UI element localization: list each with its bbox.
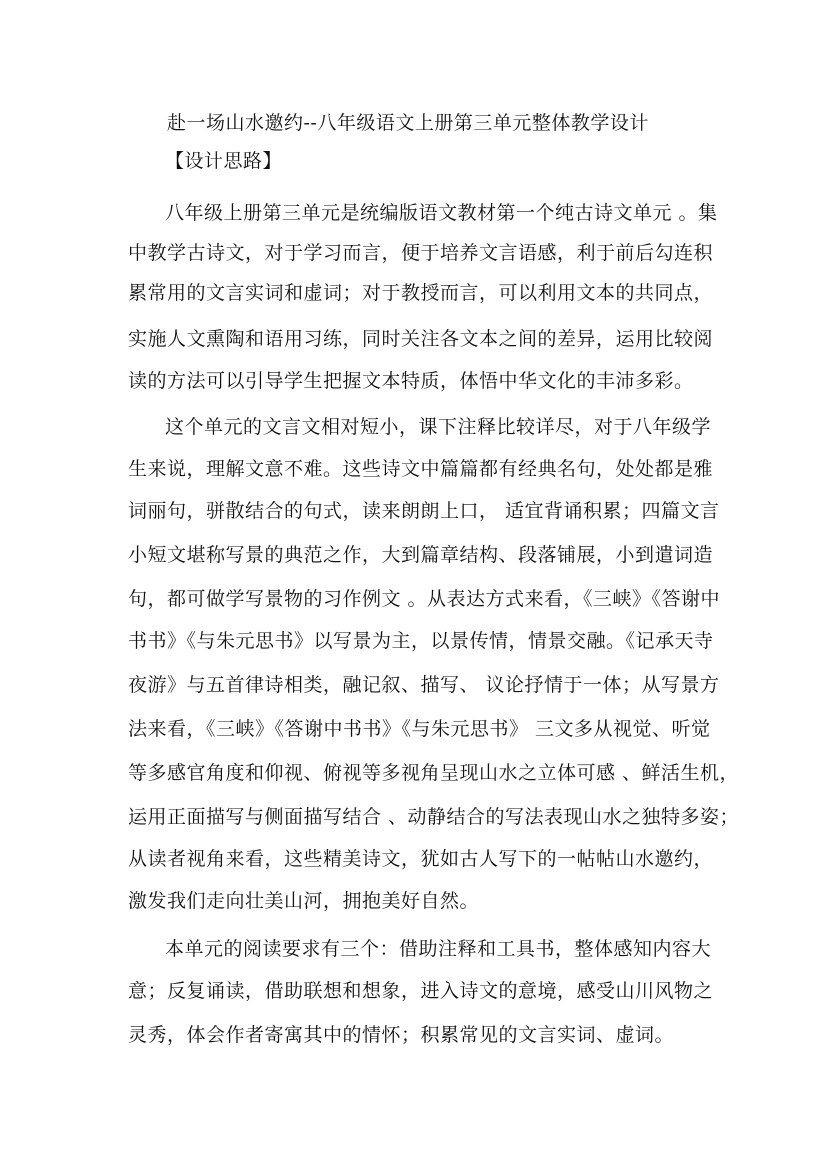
paragraph-2-line-10: 运用正面描写与侧面描写结合 、动静结合的写法表现山水之独特多姿；: [128, 806, 740, 828]
paragraph-1-line-4: 实施人文熏陶和语用习练，同时关注各文本之间的差异，运用比较阅: [128, 328, 714, 350]
paragraph-2-line-11: 从读者视角来看，这些精美诗文，犹如古人写下的一帖帖山水邀约，: [128, 848, 714, 870]
paragraph-2-line-5: 句，都可做学写景物的习作例文 。从表达方式来看，《三峡》《答谢中: [128, 588, 721, 610]
section-heading: 【设计思路】: [165, 150, 283, 172]
paragraph-2-line-2: 生来说，理解文意不难。这些诗文中篇篇都有经典名句，处处都是雅: [128, 458, 714, 480]
paragraph-2-line-3: 词丽句，骈散结合的句式，读来朗朗上口， 适宜背诵积累；四篇文言: [128, 500, 720, 522]
paragraph-1-line-5: 读的方法可以引导学生把握文本特质，体悟中华文化的丰沛多彩。: [128, 370, 694, 392]
paragraph-1-line-3: 累常用的文言实词和虚词；对于教授而言，可以利用文本的共同点，: [128, 282, 714, 304]
paragraph-2-line-6: 书书》《与朱元思书》以写景为主，以景传情，情景交融。《记承天寺: [128, 630, 714, 652]
paragraph-2-line-8: 法来看，《三峡》《答谢中书书》《与朱元思书》 三文多从视觉、听觉: [128, 718, 711, 740]
document-title: 赴一场山水邀约--八年级语文上册第三单元整体教学设计: [167, 112, 649, 134]
paragraph-2-line-9: 等多感官角度和仰视、俯视等多视角呈现山水之立体可感 、鲜活生机，: [128, 762, 740, 784]
paragraph-2-line-4: 小短文堪称写景的典范之作，大到篇章结构、段落铺展，小到遣词造: [128, 544, 714, 566]
paragraph-3-line-1: 本单元的阅读要求有三个：借助注释和工具书，整体感知内容大: [165, 938, 712, 960]
paragraph-3-line-3: 灵秀，体会作者寄寓其中的情怀；积累常见的文言实词、虚词。: [128, 1024, 675, 1046]
paragraph-2-line-12: 激发我们走向壮美山河，拥抱美好自然。: [128, 890, 480, 912]
paragraph-2-line-7: 夜游》与五首律诗相类，融记叙、描写、 议论抒情于一体；从写景方: [128, 674, 720, 696]
paragraph-1-line-2: 中教学古诗文，对于学习而言，便于培养文言语感，利于前后勾连积: [128, 242, 714, 264]
paragraph-1-line-1: 八年级上册第三单元是统编版语文教材第一个纯古诗文单元 。集: [165, 202, 718, 224]
paragraph-2-line-1: 这个单元的文言文相对短小，课下注释比较详尽，对于八年级学: [165, 416, 712, 438]
paragraph-3-line-2: 意；反复诵读，借助联想和想象，进入诗文的意境，感受山川风物之: [128, 980, 714, 1002]
